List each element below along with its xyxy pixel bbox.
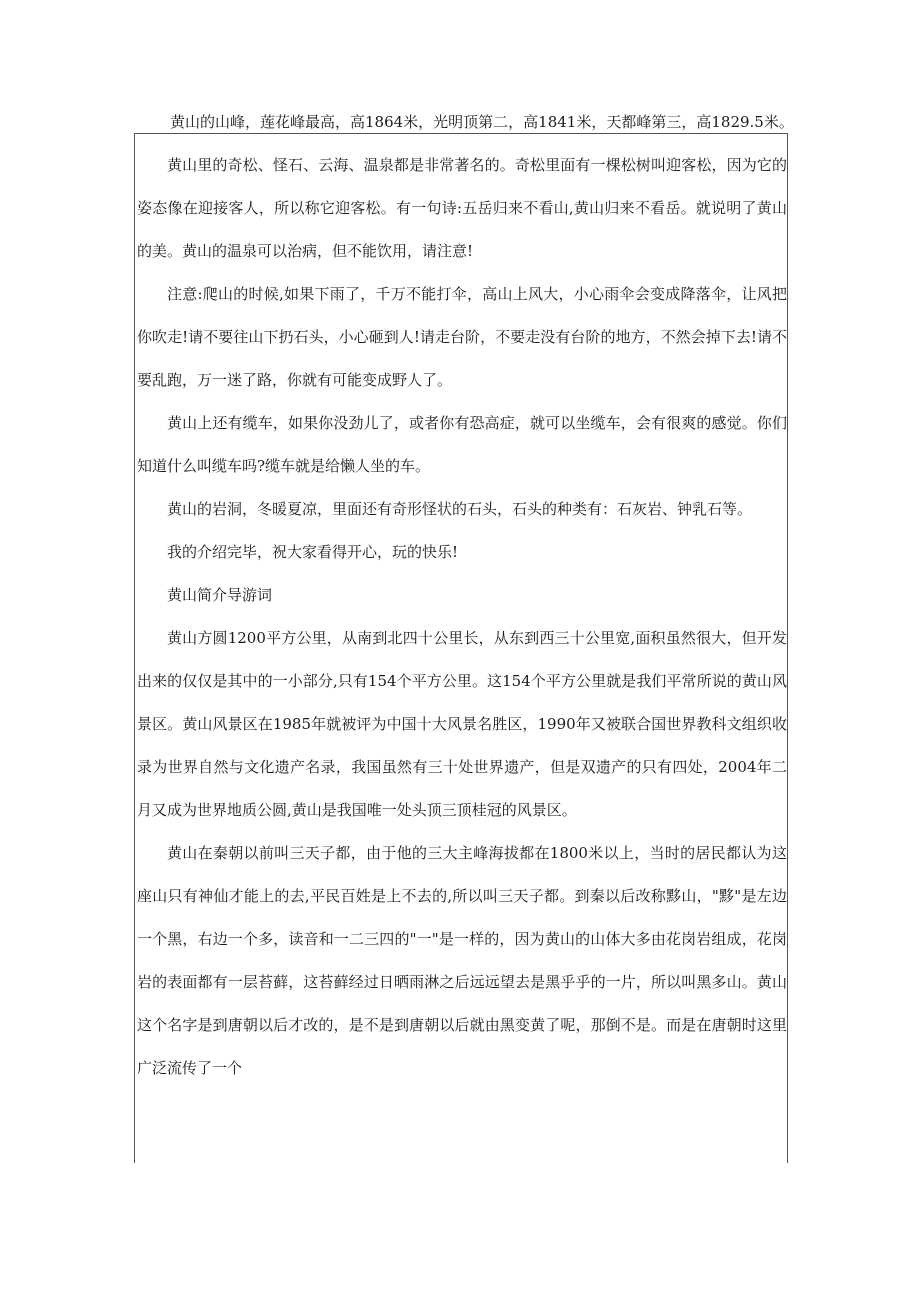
paragraph-cable-car: 黄山上还有缆车，如果你没劲儿了，或者你有恐高症，就可以坐缆车，会有很爽的感觉。你们知道什么叫缆车吗?缆车就是给懒人坐的车。 bbox=[137, 414, 787, 475]
paragraph-safety-notes: 注意:爬山的时候,如果下雨了，千万不能打伞，高山上风大，小心雨伞会变成降落伞，让风把你吹走!请不要往山下扔石头，小心砸到人!请走台阶，不要走没有台阶的地方，不然会掉下去!请不要乱跑，万一迷了路，你就有可能变成野人了。 bbox=[137, 285, 787, 389]
section-title: 黄山简介导游词 bbox=[167, 586, 273, 604]
body-text bbox=[137, 144, 787, 1090]
paragraph-famous-sights: 黄山里的奇松、怪石、云海、温泉都是非常著名的。奇松里面有一棵松树叫迎客松，因为它的姿态像在迎接客人，所以称它迎客松。有一句诗:五岳归来不看山,黄山归来不看岳。就说明了黄山的美。黄山的温泉可以治病，但不能饮用，请注意! bbox=[137, 156, 787, 260]
intro-line: 黄山的山峰，莲花峰最高，高1864米，光明顶第二，高1841米，天都峰第三，高1829.5米。 bbox=[170, 113, 794, 131]
paragraph-closing: 我的介绍完毕，祝大家看得开心，玩的快乐! bbox=[167, 543, 459, 561]
paragraph-history: 黄山在秦朝以前叫三天子都，由于他的三大主峰海拔都在1800米以上，当时的居民都认为这座山只有神仙才能上的去,平民百姓是上不去的,所以叫三天子都。到秦以后改称黟山，"黟"是左边一个黑，右边一个多，读音和一二三四的"一"是一样的，因为黄山的山体大多由花岗岩组成，花岗岩的表面都有一层苔藓，这苔藓经过日晒雨淋之后远远望去是黑乎乎的一片，所以叫黑多山。黄山这个名字是到唐朝以后才改的，是不是到唐朝以后就由黑变黄了呢，那倒不是。而是在唐朝时这里广泛流传了一个 bbox=[137, 844, 787, 1077]
paragraph-caves: 黄山的岩洞，冬暖夏凉，里面还有奇形怪状的石头，石头的种类有：石灰岩、钟乳石等。 bbox=[167, 500, 753, 518]
paragraph-area: 黄山方圆1200平方公里，从南到北四十公里长，从东到西三十公里宽,面积虽然很大，但开发出来的仅仅是其中的一小部分,只有154个平方公里。这154个平方公里就是我们平常所说的黄山风景区。黄山风景区在1985年就被评为中国十大风景名胜区，1990年又被联合国世界教科文组织收录为世界自然与文化遗产名录，我国虽然有三十处世界遗产，但是双遗产的只有四处，2004年二月又成为世界地质公圆,黄山是我国唯一处头顶三顶桂冠的风景区。 bbox=[137, 629, 787, 819]
